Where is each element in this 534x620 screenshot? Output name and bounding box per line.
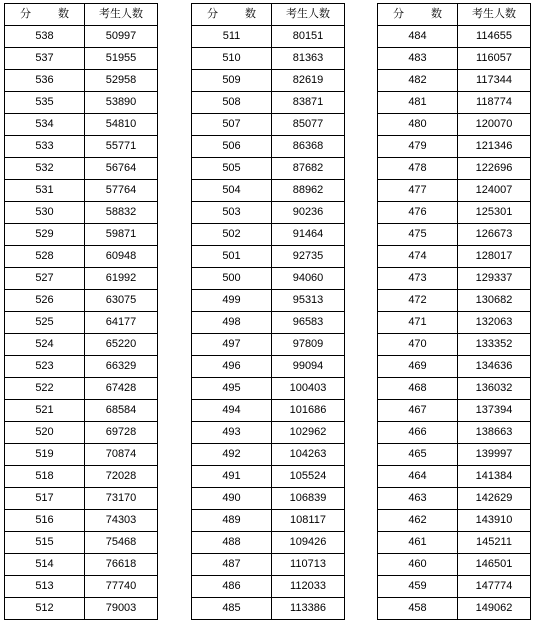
table-row [5,510,158,532]
cell-count: 56764 [85,158,158,180]
table-row [5,466,158,488]
table-header-row [192,4,345,26]
table-row [5,312,158,334]
cell-score: 500 [192,268,272,290]
table-row [192,268,345,290]
table-row [5,70,158,92]
header-score: 分 数 [378,4,458,26]
table-row [192,136,345,158]
table-row [192,576,345,598]
cell-count: 105524 [272,466,345,488]
cell-score: 469 [378,356,458,378]
cell-count: 60948 [85,246,158,268]
cell-score: 477 [378,180,458,202]
table-row [192,158,345,180]
cell-count: 86368 [272,136,345,158]
table-row [192,554,345,576]
table-row [192,26,345,48]
table-row [378,422,531,444]
cell-count: 54810 [85,114,158,136]
cell-count: 109426 [272,532,345,554]
cell-count: 145211 [458,532,531,554]
table-row [192,598,345,620]
cell-count: 51955 [85,48,158,70]
table-row [5,48,158,70]
table-row [5,180,158,202]
cell-score: 533 [5,136,85,158]
cell-count: 85077 [272,114,345,136]
cell-score: 482 [378,70,458,92]
cell-count: 82619 [272,70,345,92]
cell-score: 522 [5,378,85,400]
cell-count: 121346 [458,136,531,158]
cell-count: 125301 [458,202,531,224]
cell-score: 497 [192,334,272,356]
score-table-3 [377,3,531,620]
table-row [5,488,158,510]
cell-count: 69728 [85,422,158,444]
cell-score: 501 [192,246,272,268]
table-row [378,246,531,268]
table-row [378,554,531,576]
cell-count: 136032 [458,378,531,400]
cell-count: 74303 [85,510,158,532]
cell-score: 527 [5,268,85,290]
cell-score: 492 [192,444,272,466]
cell-count: 73170 [85,488,158,510]
cell-score: 460 [378,554,458,576]
table-row [378,26,531,48]
table-header-row [5,4,158,26]
cell-count: 133352 [458,334,531,356]
table-row [192,70,345,92]
cell-score: 538 [5,26,85,48]
cell-count: 139997 [458,444,531,466]
cell-score: 517 [5,488,85,510]
table-row [192,224,345,246]
table-row [192,400,345,422]
table-row [378,488,531,510]
cell-score: 520 [5,422,85,444]
cell-score: 499 [192,290,272,312]
cell-score: 479 [378,136,458,158]
cell-score: 461 [378,532,458,554]
table-row [378,400,531,422]
cell-count: 106839 [272,488,345,510]
table-row [378,92,531,114]
cell-score: 462 [378,510,458,532]
cell-score: 524 [5,334,85,356]
cell-count: 88962 [272,180,345,202]
cell-score: 526 [5,290,85,312]
cell-count: 92735 [272,246,345,268]
table-row [378,444,531,466]
header-score: 分 数 [192,4,272,26]
cell-score: 534 [5,114,85,136]
cell-count: 122696 [458,158,531,180]
cell-score: 530 [5,202,85,224]
cell-count: 137394 [458,400,531,422]
table-row [5,290,158,312]
table-row [378,180,531,202]
cell-score: 528 [5,246,85,268]
table-row [5,158,158,180]
table-row [192,378,345,400]
cell-count: 138663 [458,422,531,444]
cell-count: 124007 [458,180,531,202]
cell-score: 516 [5,510,85,532]
header-score: 分 数 [5,4,85,26]
cell-count: 83871 [272,92,345,114]
cell-count: 52958 [85,70,158,92]
cell-score: 464 [378,466,458,488]
table-row [192,114,345,136]
cell-score: 476 [378,202,458,224]
table-row [378,510,531,532]
table-row [5,136,158,158]
cell-count: 114655 [458,26,531,48]
table-row [5,246,158,268]
cell-count: 67428 [85,378,158,400]
table-row [5,92,158,114]
cell-score: 488 [192,532,272,554]
cell-count: 61992 [85,268,158,290]
cell-score: 505 [192,158,272,180]
header-count: 考生人数 [85,4,158,26]
cell-count: 94060 [272,268,345,290]
cell-score: 504 [192,180,272,202]
cell-count: 50997 [85,26,158,48]
cell-count: 118774 [458,92,531,114]
cell-count: 68584 [85,400,158,422]
table-row [378,334,531,356]
table-row [192,356,345,378]
table-row [192,532,345,554]
table-row [378,202,531,224]
cell-score: 514 [5,554,85,576]
table-row [378,70,531,92]
table-row [378,158,531,180]
cell-score: 495 [192,378,272,400]
cell-count: 80151 [272,26,345,48]
table-row [378,378,531,400]
table-row [192,466,345,488]
cell-count: 112033 [272,576,345,598]
cell-count: 130682 [458,290,531,312]
cell-count: 79003 [85,598,158,620]
table-row [192,334,345,356]
cell-count: 100403 [272,378,345,400]
cell-count: 55771 [85,136,158,158]
table-row [378,356,531,378]
cell-score: 470 [378,334,458,356]
cell-score: 529 [5,224,85,246]
cell-score: 508 [192,92,272,114]
cell-score: 465 [378,444,458,466]
table-row [378,312,531,334]
cell-count: 132063 [458,312,531,334]
cell-score: 537 [5,48,85,70]
cell-score: 481 [378,92,458,114]
cell-score: 506 [192,136,272,158]
cell-score: 518 [5,466,85,488]
table-row [5,114,158,136]
cell-count: 126673 [458,224,531,246]
cell-score: 498 [192,312,272,334]
cell-score: 472 [378,290,458,312]
header-count: 考生人数 [458,4,531,26]
cell-score: 458 [378,598,458,620]
cell-score: 511 [192,26,272,48]
table-row [5,422,158,444]
table-row [192,510,345,532]
table-row [192,202,345,224]
table-row [378,114,531,136]
cell-count: 59871 [85,224,158,246]
cell-score: 535 [5,92,85,114]
cell-score: 490 [192,488,272,510]
cell-score: 485 [192,598,272,620]
table-row [5,444,158,466]
cell-count: 58832 [85,202,158,224]
cell-score: 512 [5,598,85,620]
table-row [378,136,531,158]
cell-score: 509 [192,70,272,92]
cell-count: 104263 [272,444,345,466]
cell-score: 521 [5,400,85,422]
table-header-row [378,4,531,26]
table-row [378,532,531,554]
table-row [5,202,158,224]
table-row [192,488,345,510]
table-row [5,598,158,620]
cell-score: 494 [192,400,272,422]
cell-count: 141384 [458,466,531,488]
cell-count: 120070 [458,114,531,136]
cell-count: 65220 [85,334,158,356]
table-row [192,312,345,334]
cell-score: 489 [192,510,272,532]
cell-count: 146501 [458,554,531,576]
cell-score: 503 [192,202,272,224]
cell-count: 129337 [458,268,531,290]
cell-count: 64177 [85,312,158,334]
cell-count: 99094 [272,356,345,378]
table-row [378,268,531,290]
table-row [5,356,158,378]
table-row [5,554,158,576]
table-row [378,576,531,598]
cell-score: 475 [378,224,458,246]
cell-count: 66329 [85,356,158,378]
cell-score: 480 [378,114,458,136]
cell-count: 96583 [272,312,345,334]
cell-score: 510 [192,48,272,70]
table-row [192,92,345,114]
cell-count: 95313 [272,290,345,312]
cell-score: 536 [5,70,85,92]
cell-count: 108117 [272,510,345,532]
cell-count: 91464 [272,224,345,246]
score-table-1 [4,3,158,620]
cell-score: 531 [5,180,85,202]
cell-score: 487 [192,554,272,576]
cell-count: 90236 [272,202,345,224]
cell-count: 76618 [85,554,158,576]
cell-score: 467 [378,400,458,422]
table-row [378,290,531,312]
cell-count: 117344 [458,70,531,92]
table-row [378,598,531,620]
cell-score: 507 [192,114,272,136]
cell-score: 473 [378,268,458,290]
cell-count: 53890 [85,92,158,114]
cell-count: 97809 [272,334,345,356]
table-row [5,400,158,422]
table-row [5,26,158,48]
table-row [378,224,531,246]
table-row [192,422,345,444]
table-row [5,334,158,356]
cell-score: 471 [378,312,458,334]
table-row [5,378,158,400]
cell-count: 113386 [272,598,345,620]
table-row [5,268,158,290]
cell-count: 110713 [272,554,345,576]
cell-count: 128017 [458,246,531,268]
table-row [378,48,531,70]
table-row [5,532,158,554]
table-row [5,224,158,246]
cell-score: 493 [192,422,272,444]
cell-score: 525 [5,312,85,334]
score-table-2 [191,3,345,620]
cell-count: 102962 [272,422,345,444]
table-row [5,576,158,598]
table-row [192,246,345,268]
header-count: 考生人数 [272,4,345,26]
cell-score: 502 [192,224,272,246]
cell-count: 87682 [272,158,345,180]
cell-count: 63075 [85,290,158,312]
table-row [192,290,345,312]
cell-score: 486 [192,576,272,598]
table-row [378,466,531,488]
table-row [192,444,345,466]
cell-count: 81363 [272,48,345,70]
cell-count: 116057 [458,48,531,70]
cell-score: 491 [192,466,272,488]
cell-count: 57764 [85,180,158,202]
cell-count: 70874 [85,444,158,466]
cell-count: 101686 [272,400,345,422]
cell-score: 523 [5,356,85,378]
cell-count: 149062 [458,598,531,620]
cell-score: 466 [378,422,458,444]
cell-count: 147774 [458,576,531,598]
cell-score: 496 [192,356,272,378]
cell-count: 143910 [458,510,531,532]
cell-score: 484 [378,26,458,48]
cell-count: 77740 [85,576,158,598]
cell-score: 483 [378,48,458,70]
cell-score: 463 [378,488,458,510]
table-row [192,180,345,202]
cell-count: 75468 [85,532,158,554]
cell-score: 515 [5,532,85,554]
cell-count: 134636 [458,356,531,378]
cell-score: 468 [378,378,458,400]
cell-score: 474 [378,246,458,268]
cell-score: 478 [378,158,458,180]
cell-score: 532 [5,158,85,180]
cell-score: 513 [5,576,85,598]
cell-count: 72028 [85,466,158,488]
cell-score: 519 [5,444,85,466]
table-row [192,48,345,70]
cell-score: 459 [378,576,458,598]
cell-count: 142629 [458,488,531,510]
